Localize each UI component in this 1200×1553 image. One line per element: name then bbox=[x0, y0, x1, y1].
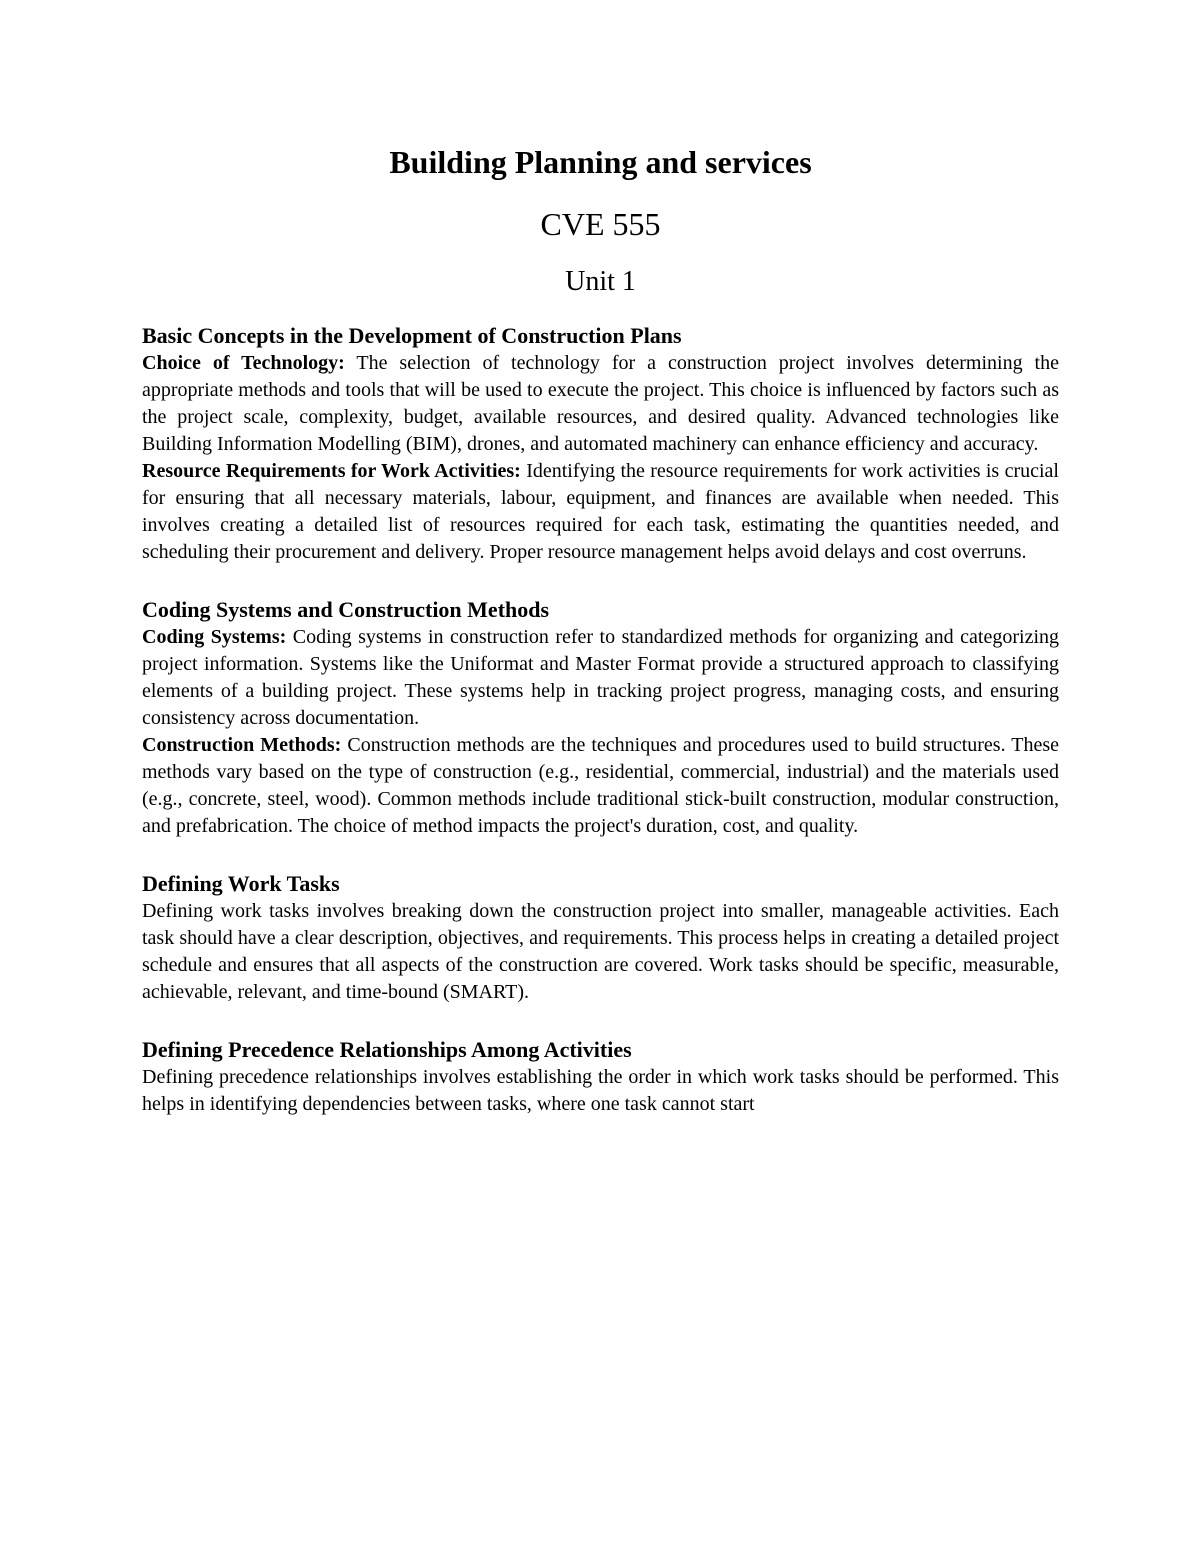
page-content bbox=[142, 142, 1059, 1118]
paragraph-coding-systems bbox=[142, 624, 1059, 732]
course-code: CVE 555 bbox=[540, 206, 661, 242]
paragraph-work-tasks: Defining work tasks involves breaking down the construction project into smaller, manageable activities. Each task should have a clear description, objectives, and requirements. This process helps in creating a detailed project schedule and ensures that all aspects of the construction are covered. Work tasks should be specific, measurable, achievable, relevant, and time-bound (SMART). bbox=[142, 900, 1059, 1003]
paragraph-choice-of-technology bbox=[142, 350, 1059, 458]
text-coding-systems: Coding systems in construction refer to standardized methods for organizing and categorizing project information. Systems like the Uniformat and Master Format provide a structured approach to classifying elements of a building project. These systems help in tracking project progress, managing costs, and ensuring consistency across documentation. bbox=[142, 626, 1059, 729]
text-construction-methods: Construction methods are the techniques and procedures used to build structures. These methods vary based on the type of construction (e.g., residential, commercial, industrial) and the materials used (e.g., concrete, steel, wood). Common methods include traditional stick-built construction, modular construction, and prefabrication. The choice of method impacts the project's duration, cost, and quality. bbox=[142, 734, 1059, 837]
term-coding-systems: Coding Systems: bbox=[142, 626, 287, 648]
section-heading-work-tasks: Defining Work Tasks bbox=[142, 871, 340, 896]
paragraph-construction-methods bbox=[142, 732, 1059, 840]
term-resource-requirements: Resource Requirements for Work Activities: bbox=[142, 460, 521, 482]
paragraph-resource-requirements bbox=[142, 458, 1059, 566]
unit-label: Unit 1 bbox=[565, 266, 636, 297]
text-resource-requirements: Identifying the resource requirements for work activities is crucial for ensuring that all necessary materials, labour, equipment, and finances are available when needed. This involves creating a detailed list of resources required for each task, estimating the quantities needed, and scheduling their procurement and delivery. Proper resource management helps avoid delays and cost overruns. bbox=[142, 460, 1059, 563]
document-title: Building Planning and services bbox=[389, 144, 812, 180]
section-heading-precedence: Defining Precedence Relationships Among Activities bbox=[142, 1037, 632, 1062]
text-choice-of-technology: The selection of technology for a construction project involves determining the appropriate methods and tools that will be used to execute the project. This choice is influenced by factors such as the project scale, complexity, budget, available resources, and desired quality. Advanced technologies like Building Information Modelling (BIM), drones, and automated machinery can enhance efficiency and accuracy. bbox=[142, 352, 1059, 455]
section-heading-coding-systems: Coding Systems and Construction Methods bbox=[142, 597, 550, 622]
term-construction-methods: Construction Methods: bbox=[142, 734, 342, 756]
paragraph-precedence: Defining precedence relationships involves establishing the order in which work tasks should be performed. This helps in identifying dependencies between tasks, where one task cannot start bbox=[142, 1066, 1059, 1115]
section-heading-basic-concepts: Basic Concepts in the Development of Construction Plans bbox=[142, 323, 682, 348]
term-choice-of-technology: Choice of Technology: bbox=[142, 352, 345, 374]
